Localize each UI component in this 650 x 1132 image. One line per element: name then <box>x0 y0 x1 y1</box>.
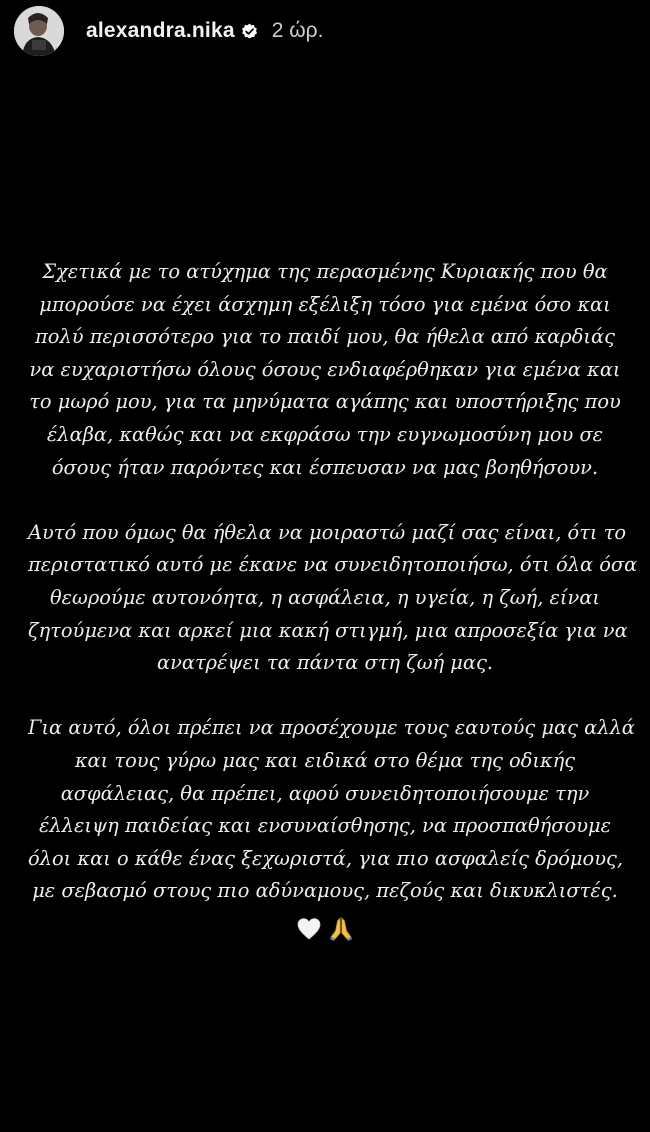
message-line: ζητούμενα και αρκεί μια κακή στιγμή, μια απροσεξία για να <box>28 618 628 642</box>
message-line: Αυτό που όμως θα ήθελα να μοιραστώ μαζί σας είναι, ότι το <box>28 520 627 544</box>
username[interactable]: alexandra.nika <box>86 19 235 42</box>
message-line: όλοι και ο κάθε ένας ξεχωριστά, για πιο ασφαλείς δρόμους, <box>28 846 624 870</box>
message-line: έλαβα, καθώς και να εκφράσω την ευγνωμοσύνη μου σε <box>46 422 604 446</box>
message-line: και τους γύρω μας και ειδικά στο θέμα της οδικής <box>74 748 576 772</box>
message-line: να ευχαριστήσω όλους όσους ενδιαφέρθηκαν για εμένα και <box>29 357 621 381</box>
avatar[interactable] <box>14 6 64 56</box>
message-line: Σχετικά με το ατύχημα της περασμένης Κυριακής που θα <box>42 260 608 283</box>
emoji-row <box>28 912 622 945</box>
post-time: 2 ώρ. <box>271 19 324 42</box>
message-paragraph <box>28 517 638 680</box>
white-heart-icon <box>296 916 322 942</box>
folded-hands-icon <box>328 916 354 942</box>
message-line: όσους ήταν παρόντες και έσπευσαν να μας βοηθήσουν. <box>51 455 599 479</box>
message-line: το μωρό μου, για τα μηνύματα αγάπης και υποστήριξης που <box>29 390 621 414</box>
message-line: Για αυτό, όλοι πρέπει να προσέχουμε τους εαυτούς μας αλλά <box>28 716 635 740</box>
message-line: μπορούσε να έχει άσχημη εξέλιξη τόσο για εμένα όσο και <box>39 292 611 316</box>
message-line: με σεβασμό στους πιο αδύναμους, πεζούς και δικυκλιστές. <box>32 879 618 903</box>
message-paragraph <box>28 256 622 484</box>
story-header <box>14 4 323 58</box>
profile-photo-avatar-icon <box>14 6 64 56</box>
message-line: πολύ περισσότερο για το παιδί μου, θα ήθελα από καρδιάς <box>35 325 615 349</box>
message-line: περιστατικό αυτό με έκανε να συνειδητοποιήσω, ότι όλα όσα <box>28 553 638 577</box>
story-message <box>28 256 638 944</box>
message-line: θεωρούμε αυτονόητα, η ασφάλεια, η υγεία, η ζωή, είναι <box>49 585 601 609</box>
message-line: ασφάλειας, θα πρέπει, αφού συνειδητοποιήσουμε την <box>60 781 590 805</box>
verified-badge-icon <box>241 23 258 40</box>
message-paragraph <box>28 712 635 944</box>
message-line: έλλειψη παιδείας και ενσυναίσθησης, να προσπαθήσουμε <box>38 814 611 838</box>
message-line: ανατρέψει τα πάντα στη ζωή μας. <box>156 651 494 675</box>
